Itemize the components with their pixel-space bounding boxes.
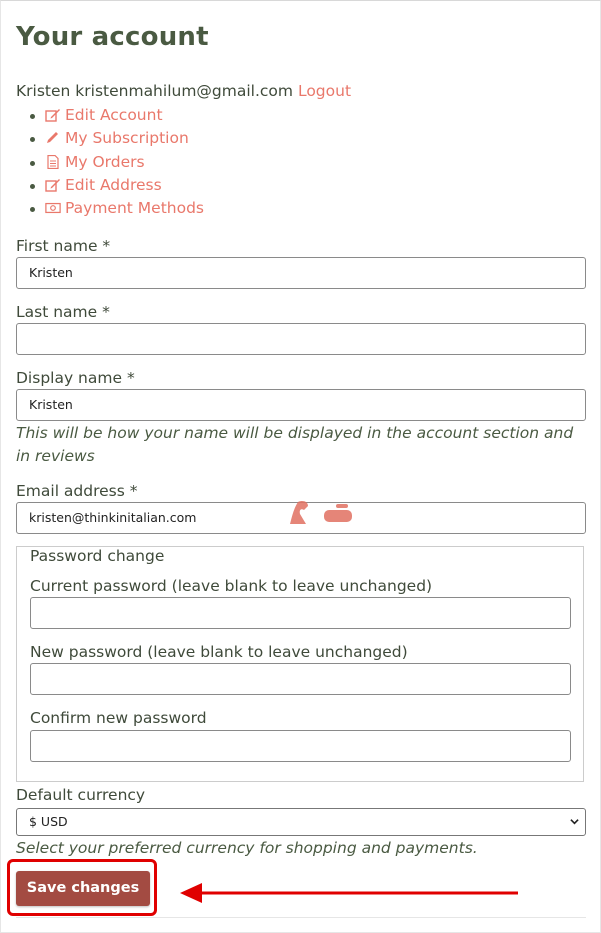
display-name-label: Display name * bbox=[16, 369, 135, 387]
email-field[interactable]: kristen@thinkinitalian.com bbox=[16, 502, 586, 534]
last-name-label: Last name * bbox=[16, 303, 110, 321]
nav-item-my-orders[interactable] bbox=[0, 153, 204, 176]
nav-item-label: My Orders bbox=[65, 152, 145, 171]
logout-link[interactable]: Logout bbox=[297, 82, 352, 100]
confirm-password-label: Confirm new password bbox=[30, 709, 207, 727]
current-password-input[interactable] bbox=[30, 597, 571, 629]
current-password-label: Current password (leave blank to leave unchanged) bbox=[30, 577, 433, 595]
user-line bbox=[16, 82, 351, 100]
annotation-arrow-icon bbox=[178, 880, 522, 906]
nav-item-label: Edit Account bbox=[65, 106, 163, 124]
edit-icon bbox=[45, 178, 61, 192]
edit-icon bbox=[45, 108, 61, 122]
password-change-legend: Password change bbox=[27, 547, 167, 565]
nav-item-my-subscription[interactable] bbox=[0, 129, 204, 152]
user-name: Kristen bbox=[16, 82, 71, 100]
nav-item-label: Payment Methods bbox=[65, 199, 204, 218]
first-name-label: First name * bbox=[16, 237, 111, 255]
nav-item-label: Edit Address bbox=[65, 175, 162, 194]
last-name-input[interactable] bbox=[16, 323, 586, 355]
display-name-input[interactable]: Kristen bbox=[16, 389, 586, 421]
currency-hint: Select your preferred currency for shopping and payments. bbox=[16, 839, 478, 857]
page-title: Your account bbox=[16, 22, 209, 52]
bottom-divider bbox=[16, 917, 586, 918]
user-email: kristenmahilum@gmail.com bbox=[75, 82, 294, 100]
confirm-password-input[interactable] bbox=[30, 730, 571, 762]
save-button[interactable]: Save changes bbox=[16, 871, 150, 906]
currency-selected-value: $ USD bbox=[29, 814, 68, 829]
chevron-down-icon bbox=[570, 817, 579, 826]
nav-item-payment-methods[interactable] bbox=[0, 199, 204, 222]
currency-select[interactable] bbox=[16, 808, 586, 836]
pencil-icon bbox=[45, 131, 61, 145]
nav-item-edit-account[interactable] bbox=[0, 106, 204, 129]
email-label: Email address * bbox=[16, 482, 138, 500]
money-icon bbox=[45, 201, 61, 215]
logo-watermark-icon bbox=[288, 498, 358, 532]
account-nav bbox=[0, 106, 204, 222]
nav-item-edit-address[interactable] bbox=[0, 176, 204, 199]
currency-label: Default currency bbox=[16, 786, 146, 804]
first-name-input[interactable]: Kristen bbox=[16, 257, 586, 289]
display-name-hint: This will be how your name will be displayed in the account section and in reviews bbox=[16, 424, 574, 465]
annotation-highlight-box bbox=[7, 859, 157, 916]
new-password-input[interactable] bbox=[30, 663, 571, 695]
new-password-label: New password (leave blank to leave unchanged) bbox=[30, 643, 408, 661]
document-icon bbox=[45, 155, 61, 169]
nav-item-label: My Subscription bbox=[65, 129, 189, 148]
